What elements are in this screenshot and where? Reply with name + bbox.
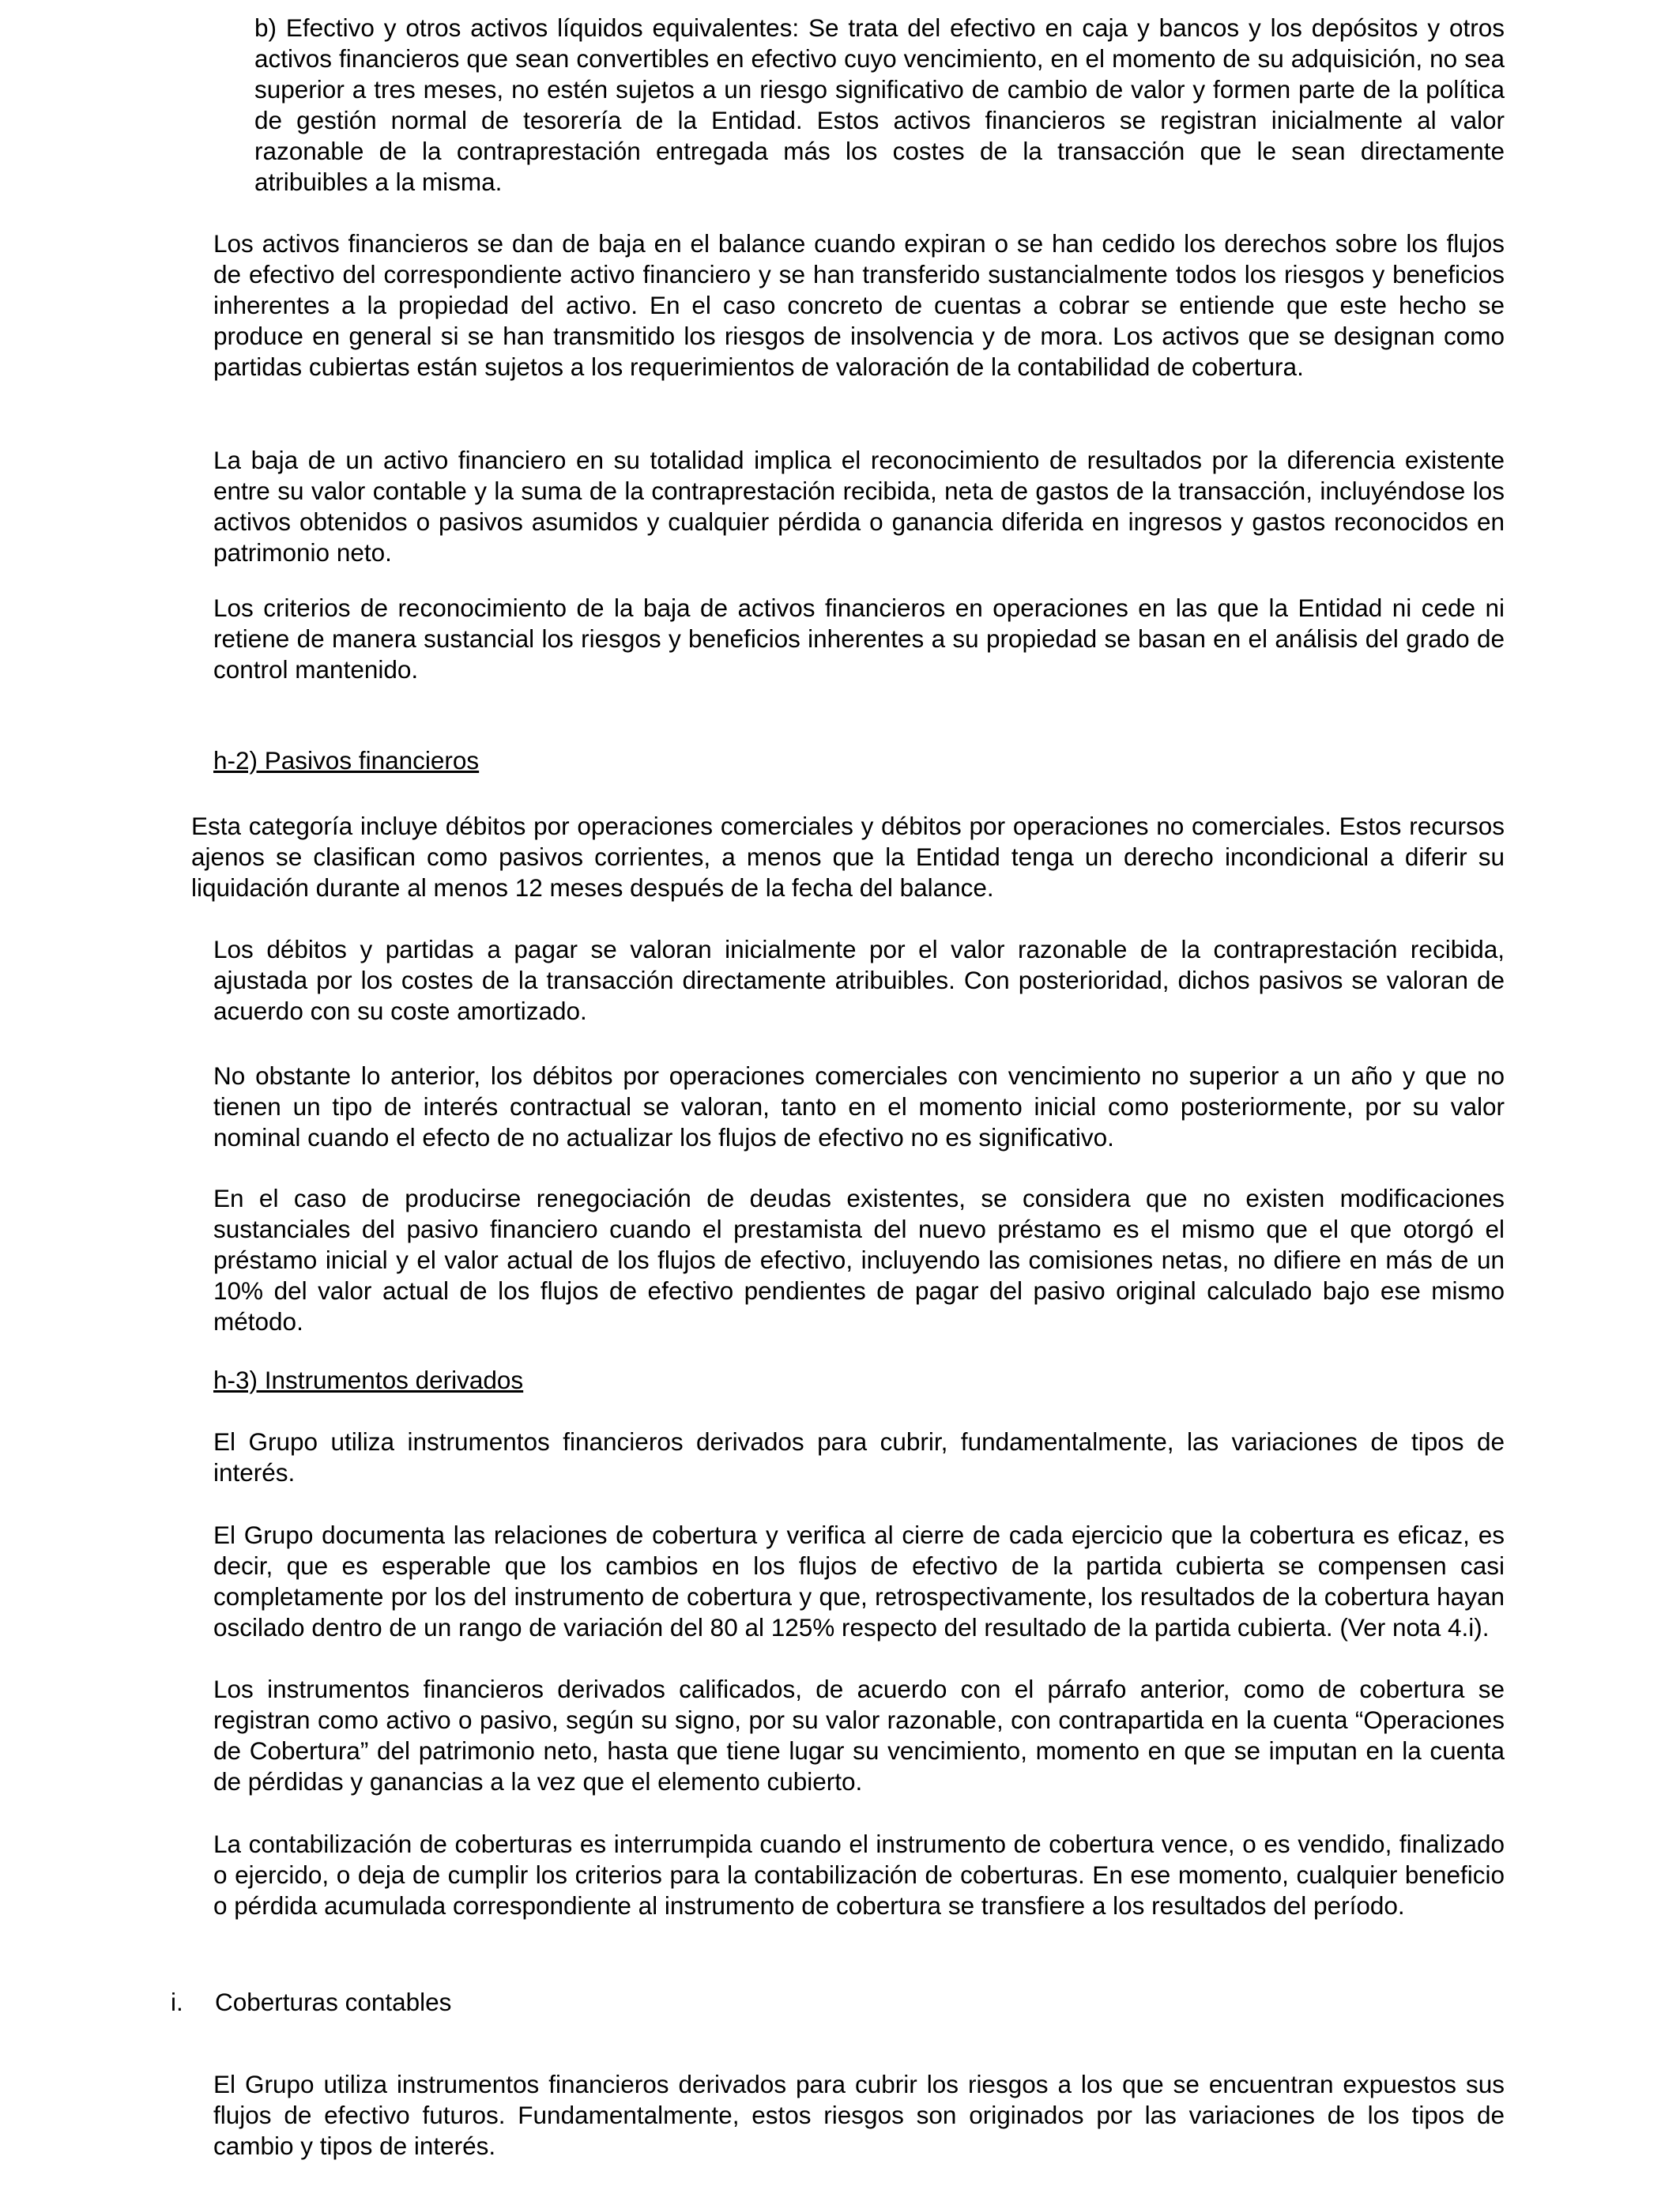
heading-instrumentos-derivados: h-3) Instrumentos derivados — [213, 1366, 524, 1394]
paragraph-renegociacion-deudas: En el caso de producirse renegociación de deudas existentes, se considera que no existen modificaciones sustanciales del pasivo financiero cuando el prestamista del nuevo préstamo es el mismo que el que otorgó el préstamo inicial y el valor actual de los flujos de efectivo, incluyendo las comisiones netas, no difiere en más de un 10% del valor actual de los flujos de efectivo pendientes de pagar del pasivo original calculado bajo ese mismo método. — [213, 1184, 1505, 1336]
heading-pasivos-financieros: h-2) Pasivos financieros — [213, 746, 480, 775]
paragraph-instrumentos-calificados: Los instrumentos financieros derivados calificados, de acuerdo con el párrafo anterior, como de cobertura se registran como activo o pasivo, según su signo, por su valor razonable, con contrapartida en la cuenta “Operaciones de Cobertura” del patrimonio neto, hasta que tiene lugar su vencimiento, momento en que se imputan en la cuenta de pérdidas y ganancias a la vez que el elemento cubierto. — [213, 1675, 1505, 1796]
paragraph-efectivo-equivalentes: b) Efectivo y otros activos líquidos equivalentes: Se trata del efectivo en caja y bancos y los depósitos y otros activos financieros que sean convertibles en efectivo cuyo vencimiento, en el momento de su adquisición, no sea superior a tres meses, no estén sujetos a un riesgo significativo de cambio de valor y formen parte de la política de gestión normal de tesorería de la Entidad. Estos activos financieros se registran inicialmente al valor razonable de la contraprestación entregada más los costes de la transacción que le sean directamente atribuibles a la misma. — [254, 13, 1505, 196]
paragraph-criterios-baja: Los criterios de reconocimiento de la baja de activos financieros en operaciones en las que la Entidad ni cede ni retiene de manera sustancial los riesgos y beneficios inherentes a su propiedad se basan en el análisis del grado de control mantenido. — [213, 594, 1505, 684]
paragraph-categoria-debitos: Esta categoría incluye débitos por operaciones comerciales y débitos por operaciones no comerciales. Estos recursos ajenos se clasifican como pasivos corrientes, a menos que la Entidad tenga un derecho incondicional a diferir su liquidación durante al menos 12 meses después de la fecha del balance. — [191, 812, 1505, 902]
paragraph-coberturas-riesgos: El Grupo utiliza instrumentos financieros derivados para cubrir los riesgos a los que se encuentran expuestos sus flujos de efectivo futuros. Fundamentalmente, estos riesgos son originados por las variaciones de los tipos de cambio y tipos de interés. — [213, 2070, 1505, 2160]
paragraph-grupo-utiliza-derivados: El Grupo utiliza instrumentos financieros derivados para cubrir, fundamentalmente, las variaciones de tipos de interés. — [213, 1427, 1505, 1487]
paragraph-debitos-partidas: Los débitos y partidas a pagar se valoran inicialmente por el valor razonable de la contraprestación recibida, ajustada por los costes de la transacción directamente atribuibles. Con posterioridad, dichos pasivos se valoran de acuerdo con su coste amortizado. — [213, 935, 1505, 1025]
paragraph-baja-totalidad: La baja de un activo financiero en su totalidad implica el reconocimiento de resultados por la diferencia existente entre su valor contable y la suma de la contraprestación recibida, neta de gastos de la transacción, incluyéndose los activos obtenidos o pasivos asumidos y cualquier pérdida o ganancia diferida en ingresos y gastos reconocidos en patrimonio neto. — [213, 446, 1505, 567]
heading-coberturas-contables: Coberturas contables — [215, 1988, 452, 2016]
paragraph-baja-balance: Los activos financieros se dan de baja en el balance cuando expiran o se han cedido los derechos sobre los flujos de efectivo del correspondiente activo financiero y se han transferido sustancialmente todos los riesgos y beneficios inherentes a la propiedad del activo. En el caso concreto de cuentas a cobrar se entiende que este hecho se produce en general si se han transmitido los riesgos de insolvencia y de mora. Los activos que se designan como partidas cubiertas están sujetos a los requerimientos de valoración de la contabilidad de cobertura. — [213, 229, 1505, 381]
list-marker-roman-i: i. — [171, 1988, 183, 2016]
paragraph-contabilizacion-coberturas: La contabilización de coberturas es interrumpida cuando el instrumento de cobertura vence, o es vendido, finalizado o ejercido, o deja de cumplir los criterios para la contabilización de coberturas. En ese momento, cualquier beneficio o pérdida acumulada correspondiente al instrumento de cobertura se transfiere a los resultados del período. — [213, 1830, 1505, 1920]
paragraph-no-obstante: No obstante lo anterior, los débitos por operaciones comerciales con vencimiento no superior a un año y que no tienen un tipo de interés contractual se valoran, tanto en el momento inicial como posteriormente, por su valor nominal cuando el efecto de no actualizar los flujos de efectivo no es significativo. — [213, 1061, 1505, 1152]
paragraph-grupo-documenta: El Grupo documenta las relaciones de cobertura y verifica al cierre de cada ejercicio que la cobertura es eficaz, es decir, que es esperable que los cambios en los flujos de efectivo de la partida cubierta se compensen casi completamente por los del instrumento de cobertura y que, retrospectivamente, los resultados de la cobertura hayan oscilado dentro de un rango de variación del 80 al 125% respecto del resultado de la partida cubierta. (Ver nota 4.i). — [213, 1521, 1505, 1642]
